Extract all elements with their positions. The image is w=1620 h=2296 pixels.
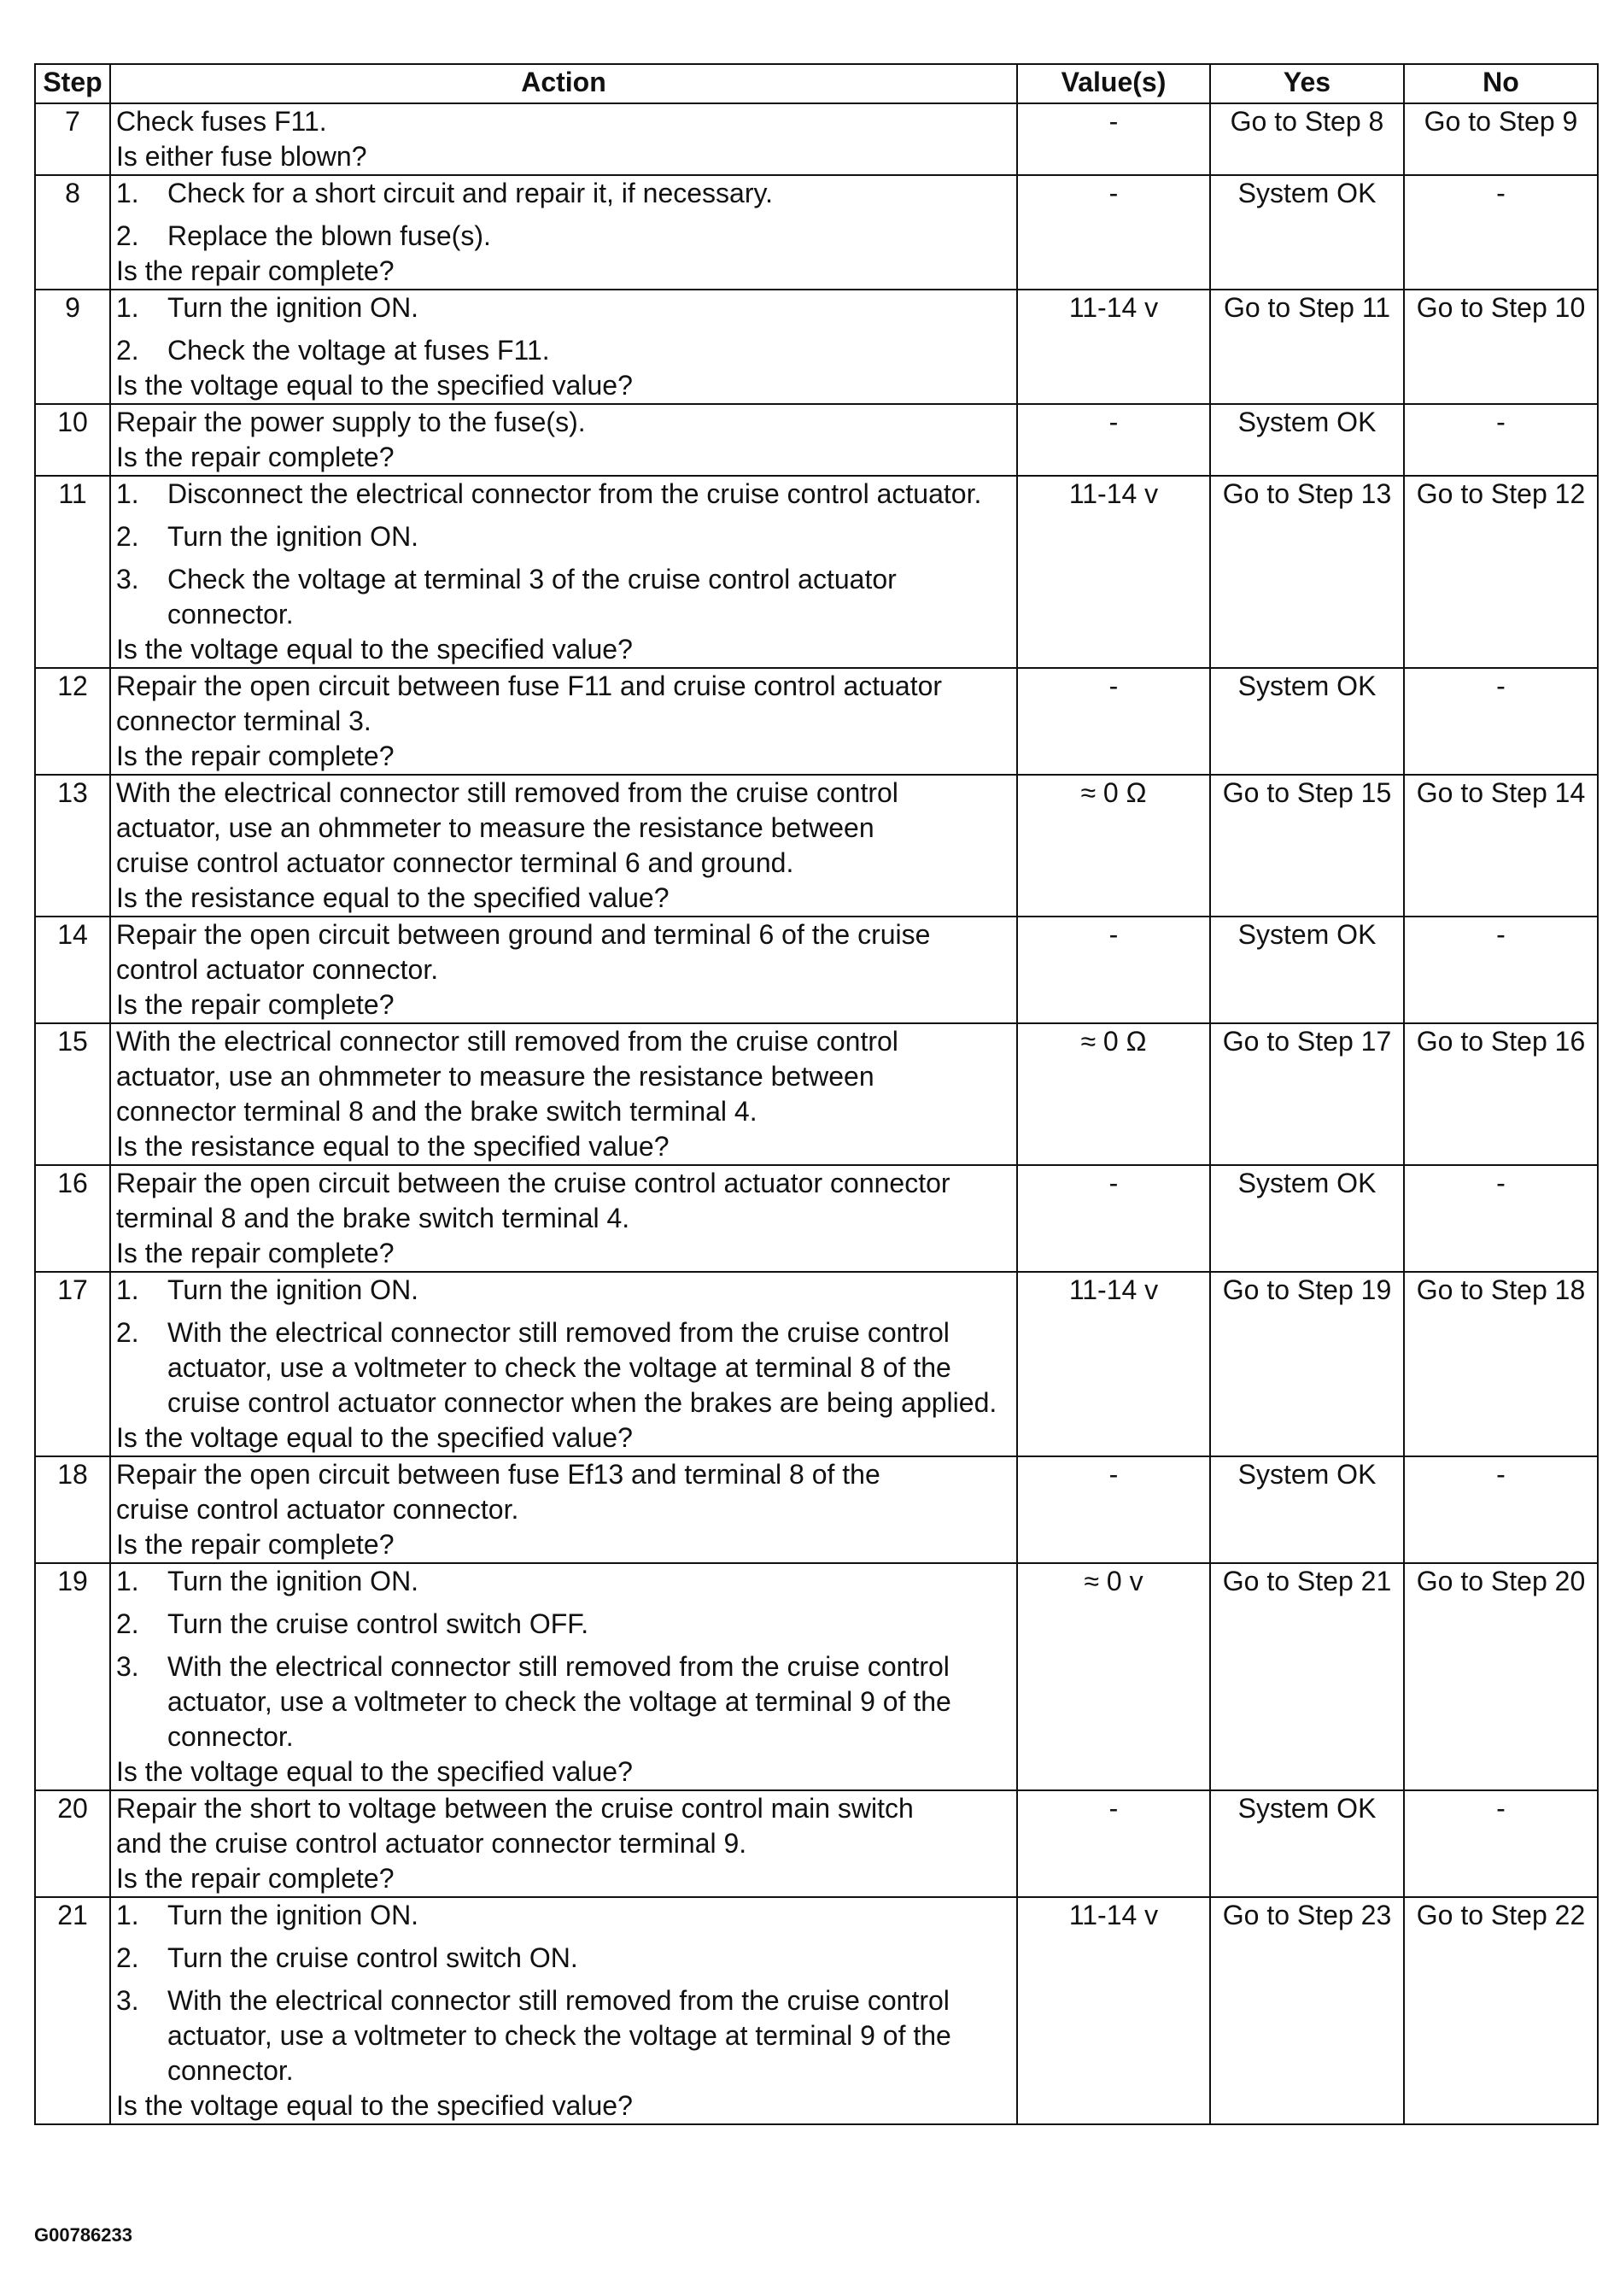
no-cell: Go to Step 22 [1404,1897,1598,2124]
action-step-text: Check the voltage at fuses F11. [167,335,550,366]
action-line: Repair the open circuit between fuse Ef13 and terminal 8 of the [116,1459,880,1490]
table-row [35,775,1598,917]
value-cell: 11-14 v [1017,476,1210,668]
action-step-number: 2. [116,335,139,366]
action-steps [116,1898,1011,2088]
yes-cell: System OK [1210,1790,1404,1897]
action-steps [116,290,1011,368]
table-row [35,668,1598,775]
no-cell: Go to Step 14 [1404,775,1598,917]
header-yes: Yes [1210,64,1404,103]
action-step-number: 3. [116,1651,139,1682]
table-row [35,1563,1598,1790]
value-cell: - [1017,917,1210,1023]
action-step [116,1898,1011,1933]
value-cell: 11-14 v [1017,1272,1210,1456]
action-step-text: With the electrical connector still removed from the cruise control actuator, use a voltmeter to check the voltage at terminal 9 of the connector. [167,1985,951,2086]
action-step-number: 2. [116,1608,139,1639]
action-line: Check fuses F11. [116,106,327,137]
no-cell: Go to Step 18 [1404,1272,1598,1456]
action-line: control actuator connector. [116,954,439,985]
action-cell [110,476,1017,668]
yes-cell: Go to Step 21 [1210,1563,1404,1790]
action-step [116,290,1011,325]
action-cell [110,175,1017,290]
yes-cell: Go to Step 11 [1210,290,1404,404]
yes-cell: System OK [1210,1165,1404,1272]
action-line: connector terminal 3. [116,706,371,736]
action-steps [116,176,1011,254]
value-cell: - [1017,1165,1210,1272]
no-cell: Go to Step 9 [1404,103,1598,175]
action-step [116,1273,1011,1308]
action-step [116,562,1011,632]
action-step-number: 1. [116,1900,139,1930]
action-line: actuator, use an ohmmeter to measure the resistance between [116,812,874,843]
action-line: connector terminal 8 and the brake switch terminal 4. [116,1096,757,1127]
action-step-number: 1. [116,1566,139,1596]
step-number: 11 [35,476,110,668]
step-number: 19 [35,1563,110,1790]
table-row [35,103,1598,175]
yes-cell: Go to Step 17 [1210,1023,1404,1165]
action-step-text: Turn the ignition ON. [167,1274,419,1305]
action-question: Is the voltage equal to the specified value? [116,1756,633,1787]
diagnostic-table [34,63,1599,2125]
action-step [116,1649,1011,1754]
action-question: Is the repair complete? [116,1529,395,1560]
value-cell: - [1017,668,1210,775]
no-cell: Go to Step 20 [1404,1563,1598,1790]
action-line: and the cruise control actuator connector terminal 9. [116,1828,747,1859]
action-question: Is the repair complete? [116,442,395,472]
action-question: Is the voltage equal to the specified value? [116,2090,633,2121]
action-line: Repair the power supply to the fuse(s). [116,407,586,437]
yes-cell: Go to Step 13 [1210,476,1404,668]
action-line: Repair the open circuit between ground and terminal 6 of the cruise [116,919,931,950]
action-cell [110,1563,1017,1790]
table-row [35,1897,1598,2124]
step-number: 8 [35,175,110,290]
step-number: 7 [35,103,110,175]
action-step-text: Check the voltage at terminal 3 of the cruise control actuator connector. [167,564,897,630]
action-step-text: Turn the cruise control switch OFF. [167,1608,589,1639]
value-cell: - [1017,1456,1210,1563]
no-cell: - [1404,175,1598,290]
no-cell: - [1404,917,1598,1023]
step-number: 21 [35,1897,110,2124]
action-question: Is the voltage equal to the specified value? [116,634,633,665]
table-row [35,1790,1598,1897]
action-step-number: 3. [116,564,139,594]
value-cell: 11-14 v [1017,1897,1210,2124]
action-line: Repair the short to voltage between the cruise control main switch [116,1793,914,1824]
value-cell: ≈ 0 Ω [1017,1023,1210,1165]
step-number: 12 [35,668,110,775]
action-step-text: With the electrical connector still removed from the cruise control actuator, use a voltmeter to check the voltage at terminal 8 of the cruise control actuator connector when the brakes are being applied. [167,1317,997,1418]
action-step-number: 3. [116,1985,139,2016]
action-step-text: Turn the ignition ON. [167,521,419,552]
action-step-number: 1. [116,178,139,208]
action-step-number: 2. [116,1317,139,1348]
action-steps [116,1564,1011,1754]
action-step-text: Turn the ignition ON. [167,1566,419,1596]
action-steps [116,1273,1011,1420]
action-step [116,1315,1011,1420]
table-row [35,476,1598,668]
yes-cell: Go to Step 23 [1210,1897,1404,2124]
action-line: With the electrical connector still removed from the cruise control [116,1026,898,1057]
value-cell: ≈ 0 Ω [1017,775,1210,917]
action-line: terminal 8 and the brake switch terminal 4. [116,1203,630,1233]
action-line: cruise control actuator connector terminal 6 and ground. [116,847,794,878]
action-cell [110,103,1017,175]
action-step-number: 2. [116,521,139,552]
step-number: 18 [35,1456,110,1563]
yes-cell: Go to Step 19 [1210,1272,1404,1456]
figure-code: G00786233 [34,2224,132,2246]
step-number: 20 [35,1790,110,1897]
action-question: Is the voltage equal to the specified value? [116,1422,633,1453]
table-header-row [35,64,1598,103]
action-step-text: Turn the ignition ON. [167,292,419,323]
table-row [35,1023,1598,1165]
value-cell: - [1017,404,1210,476]
action-step-text: Turn the ignition ON. [167,1900,419,1930]
yes-cell: Go to Step 8 [1210,103,1404,175]
action-cell [110,1790,1017,1897]
step-number: 10 [35,404,110,476]
action-cell [110,1456,1017,1563]
table-row [35,1272,1598,1456]
yes-cell: System OK [1210,175,1404,290]
step-number: 17 [35,1272,110,1456]
action-cell [110,775,1017,917]
action-question: Is the repair complete? [116,1863,395,1894]
action-line: Repair the open circuit between fuse F11 and cruise control actuator [116,671,943,701]
table-row [35,404,1598,476]
header-no: No [1404,64,1598,103]
header-step: Step [35,64,110,103]
no-cell: - [1404,1790,1598,1897]
action-step-number: 1. [116,1274,139,1305]
action-step [116,477,1011,512]
table-row [35,1456,1598,1563]
header-value: Value(s) [1017,64,1210,103]
action-step-number: 1. [116,478,139,509]
action-line: cruise control actuator connector. [116,1494,519,1525]
action-step-number: 2. [116,220,139,251]
action-cell [110,1023,1017,1165]
action-line: Repair the open circuit between the cruise control actuator connector [116,1168,950,1198]
no-cell: - [1404,1456,1598,1563]
action-question: Is the voltage equal to the specified value? [116,370,633,401]
action-question: Is the repair complete? [116,741,395,771]
step-number: 9 [35,290,110,404]
step-number: 13 [35,775,110,917]
action-cell [110,917,1017,1023]
action-question: Is the repair complete? [116,255,395,286]
action-step [116,1983,1011,2088]
table-row [35,917,1598,1023]
value-cell: 11-14 v [1017,290,1210,404]
yes-cell: System OK [1210,1456,1404,1563]
action-step [116,333,1011,368]
no-cell: Go to Step 12 [1404,476,1598,668]
action-question: Is the repair complete? [116,989,395,1020]
step-number: 15 [35,1023,110,1165]
action-step [116,1607,1011,1642]
action-line: With the electrical connector still removed from the cruise control [116,777,898,808]
action-line: actuator, use an ohmmeter to measure the resistance between [116,1061,874,1092]
action-question: Is the resistance equal to the specified value? [116,882,670,913]
action-step-number: 1. [116,292,139,323]
action-step-text: Replace the blown fuse(s). [167,220,491,251]
no-cell: - [1404,1165,1598,1272]
step-number: 16 [35,1165,110,1272]
action-step-text: Disconnect the electrical connector from the cruise control actuator. [167,478,982,509]
action-cell [110,1165,1017,1272]
no-cell: Go to Step 16 [1404,1023,1598,1165]
action-cell [110,1897,1017,2124]
header-action: Action [110,64,1017,103]
no-cell: Go to Step 10 [1404,290,1598,404]
yes-cell: System OK [1210,917,1404,1023]
action-step [116,219,1011,254]
action-step [116,519,1011,554]
value-cell: ≈ 0 v [1017,1563,1210,1790]
yes-cell: System OK [1210,668,1404,775]
action-question: Is the resistance equal to the specified value? [116,1131,670,1162]
value-cell: - [1017,103,1210,175]
yes-cell: System OK [1210,404,1404,476]
value-cell: - [1017,175,1210,290]
no-cell: - [1404,404,1598,476]
step-number: 14 [35,917,110,1023]
table-row [35,1165,1598,1272]
action-step-number: 2. [116,1942,139,1973]
action-cell [110,1272,1017,1456]
table-row [35,290,1598,404]
action-steps [116,477,1011,632]
action-cell [110,668,1017,775]
action-step [116,1941,1011,1976]
action-question: Is the repair complete? [116,1238,395,1268]
yes-cell: Go to Step 15 [1210,775,1404,917]
action-cell [110,404,1017,476]
no-cell: - [1404,668,1598,775]
action-step-text: Check for a short circuit and repair it, if necessary. [167,178,774,208]
action-step [116,1564,1011,1599]
action-step-text: Turn the cruise control switch ON. [167,1942,578,1973]
action-step-text: With the electrical connector still removed from the cruise control actuator, use a voltmeter to check the voltage at terminal 9 of the connector. [167,1651,951,1752]
action-step [116,176,1011,211]
value-cell: - [1017,1790,1210,1897]
action-question: Is either fuse blown? [116,141,367,172]
action-cell [110,290,1017,404]
table-row [35,175,1598,290]
